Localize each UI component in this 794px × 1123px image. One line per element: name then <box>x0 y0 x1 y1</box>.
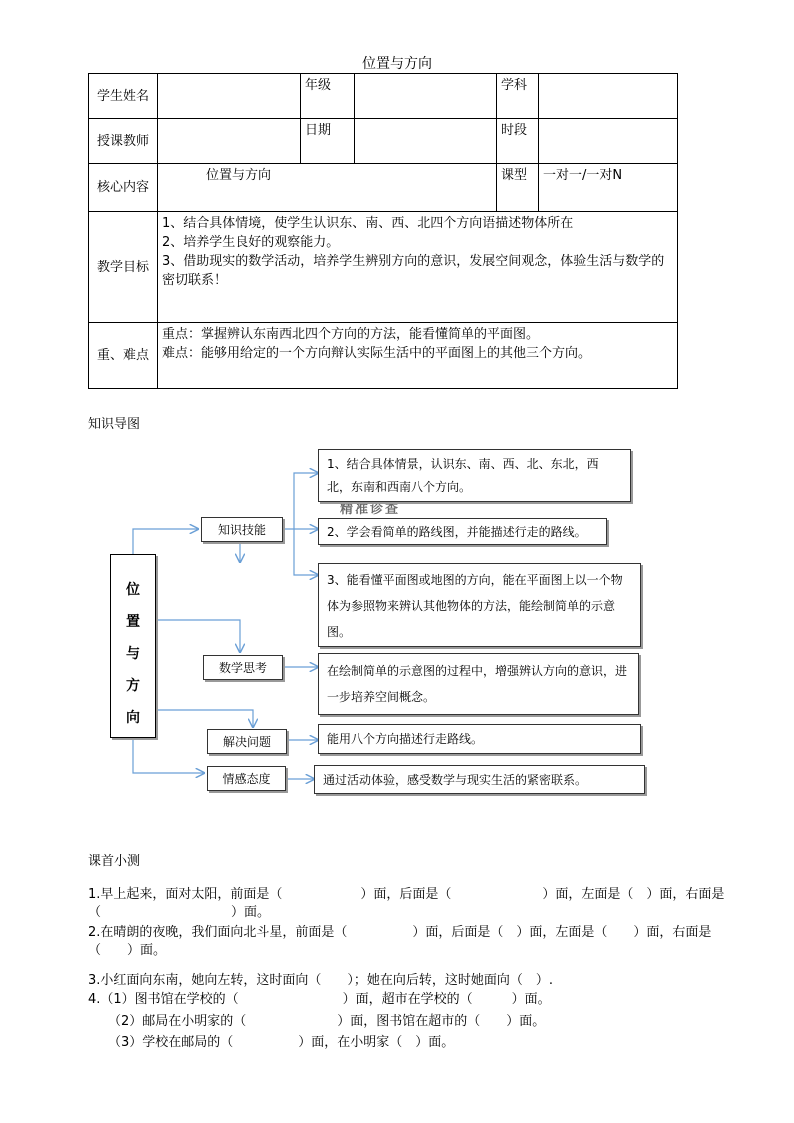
quiz-question-4-1: 4.（1）图书馆在学校的（ ）面，超市在学校的（ ）面。 <box>88 992 551 1007</box>
watermark-text: 精准诊查 <box>340 502 401 517</box>
quiz-question-4-3: （3）学校在邮局的（ ）面，在小明家（ ）面。 <box>108 1035 455 1050</box>
quiz-section-title: 课首小测 <box>88 854 141 869</box>
center-char-3: 与 <box>126 646 140 662</box>
knowledge-item-3: 3、能看懂平面图或地图的方向，能在平面图上以一个物体为参照物来辨认其他物体的方法，能绘制简单的示意图。 <box>318 563 641 647</box>
student-name-label: 学生姓名 <box>89 74 158 119</box>
page-title: 位置与方向 <box>362 56 432 72</box>
quiz-question-2: 2.在晴朗的夜晚，我们面向北斗星，前面是（ ）面，后面是（ ）面，左面是（ ）面，右面是（ ）面。 <box>88 925 712 958</box>
core-value: 位置与方向 <box>158 164 497 212</box>
quiz-question-3: 3.小红面向东南，她向左转，这时面向（ ）；她在向后转，这时她面向（ ）. <box>88 973 554 988</box>
thinking-item: 在绘制简单的示意图的过程中，增强辨认方向的意识，进一步培养空间概念。 <box>318 653 639 715</box>
key-point-1: 重点：掌握辨认东南西北四个方向的方法，能看懂简单的平面图。 <box>162 327 540 342</box>
center-char-4: 方 <box>126 678 140 694</box>
knowledge-item-2: 2、学会看简单的路线图，并能描述行走的路线。 <box>318 518 607 545</box>
goal-2: 2、培养学生良好的观察能力。 <box>162 235 340 250</box>
attitude-item: 通过活动体验，感受数学与现实生活的紧密联系。 <box>314 765 645 794</box>
type-value: 一对一/一对N <box>539 164 678 212</box>
grade-label: 年级 <box>301 74 355 119</box>
goal-3: 3、借助现实的数学活动，培养学生辨别方向的意识，发展空间观念，体验生活与数学的密切联系！ <box>162 254 665 288</box>
date-label: 日期 <box>301 119 355 164</box>
type-label: 课型 <box>497 164 539 212</box>
quiz-question-1: 1.早上起来，面对太阳，前面是（ ）面，后面是（ ）面，左面是（ ）面，右面是（ ）面。 <box>88 887 725 920</box>
period-label: 时段 <box>497 119 539 164</box>
problem-item: 能用八个方向描述行走路线。 <box>318 724 641 754</box>
mindmap-center-node <box>110 554 156 738</box>
center-char-5: 向 <box>126 710 140 726</box>
core-label: 核心内容 <box>89 164 158 212</box>
subject-label: 学科 <box>497 74 539 119</box>
branch-problem-solving: 解决问题 <box>207 729 287 754</box>
goal-1: 1、结合具体情境，使学生认识东、南、西、北四个方向语描述物体所在 <box>162 216 574 231</box>
teacher-label: 授课教师 <box>89 119 158 164</box>
key-points-label: 重、难点 <box>89 323 158 389</box>
goals-label: 教学目标 <box>89 212 158 323</box>
key-point-2: 难点：能够用给定的一个方向辩认实际生活中的平面图上的其他三个方向。 <box>162 346 592 361</box>
branch-math-thinking: 数学思考 <box>203 655 283 680</box>
center-char-2: 置 <box>126 614 140 630</box>
center-char-1: 位 <box>126 582 140 598</box>
quiz-question-4-2: （2）邮局在小明家的（ ）面，图书馆在超市的（ ）面。 <box>108 1014 546 1029</box>
mindmap-section-title: 知识导图 <box>88 417 141 432</box>
branch-attitude: 情感态度 <box>207 766 286 791</box>
knowledge-item-1: 1、结合具体情景，认识东、南、西、北、东北，西北，东南和西南八个方向。 <box>318 449 631 502</box>
branch-knowledge-skills: 知识技能 <box>201 517 283 542</box>
